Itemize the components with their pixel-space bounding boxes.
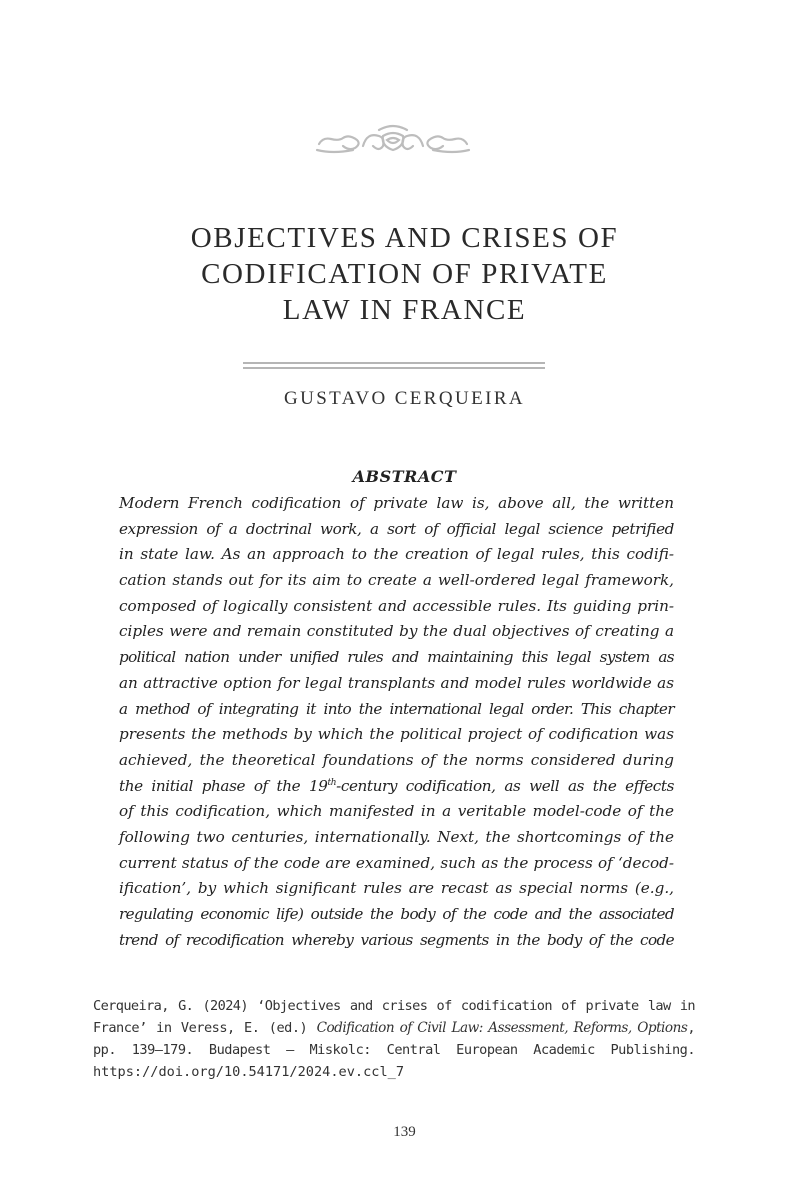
abstract-line: cation stands out for its aim to create a well-ordered legal framework, [119,571,674,590]
abstract-body [119,491,674,953]
author-name: GUSTAVO CERQUEIRA [283,388,526,409]
abstract-line: following two centuries, internationally. Next, the shortcomings of the [119,827,674,846]
abstract-line: an attractive option for legal transplants and model rules worldwide as [119,673,674,692]
abstract-line: expression of a doctrinal work, a sort of official legal science petrified [119,519,674,538]
abstract-line: a method of integrating it into the international legal order. This chapter [119,699,674,718]
citation-suffix: , [687,1020,695,1036]
citation-block [93,995,695,1083]
abstract-line: achieved, the theoretical foundations of the norms considered during [119,750,674,769]
citation-prefix: France’ in Veress, E. (ed.) [93,1020,317,1036]
abstract-line: regulating economic life) outside the body of the code and the associated [119,905,674,923]
chapter-title [100,220,709,328]
doi-link[interactable]: https://doi.org/10.54171/2024.ev.ccl_7 [93,1064,404,1080]
decorative-ornament [313,124,473,158]
ordinal-superscript: th [327,777,337,788]
citation-line: pp. 139–179. Budapest – Miskolc: Central European Academic Publishing. [93,1042,695,1058]
abstract-line: political nation under unified rules and maintaining this legal system as [119,648,674,667]
title-line: OBJECTIVES AND CRISES OF [190,222,619,254]
citation-line [93,1017,695,1039]
abstract-line: current status of the code are examined, such as the process of ‘decod- [119,853,674,872]
abstract-line: in state law. As an approach to the creation of legal rules, this codifi- [119,545,674,564]
abstract-heading: ABSTRACT [352,467,457,486]
citation-line: Cerqueira, G. (2024) ‘Objectives and crises of codification of private law in [93,998,695,1014]
title-line: CODIFICATION OF PRIVATE [201,258,608,290]
abstract-line: trend of recodification whereby various segments in the body of the code [119,930,674,949]
abstract-line: presents the methods by which the political project of codification was [119,725,674,744]
abstract-line-superscript [119,774,674,800]
abstract-line: ification’, by which significant rules are recast as special norms (e.g., [119,879,674,898]
abstract-line: of this codification, which manifested in a veritable model-code of the [119,802,674,821]
abstract-line: ciples were and remain constituted by the dual objectives of creating a [119,622,674,641]
abstract-line: Modern French codification of private law is, above all, the written [119,494,674,512]
title-line: LAW IN FRANCE [282,294,527,326]
page-number: 139 [393,1124,416,1140]
abstract-line: composed of logically consistent and accessible rules. Its guiding prin- [119,596,674,615]
abstract-line-part: the initial phase of the 19 [119,776,328,795]
book-title: Codification of Civil Law: Assessment, Reforms, Options [316,1020,688,1036]
abstract-line-part: -century codification, as well as the effects [336,776,674,795]
title-divider [243,362,545,369]
